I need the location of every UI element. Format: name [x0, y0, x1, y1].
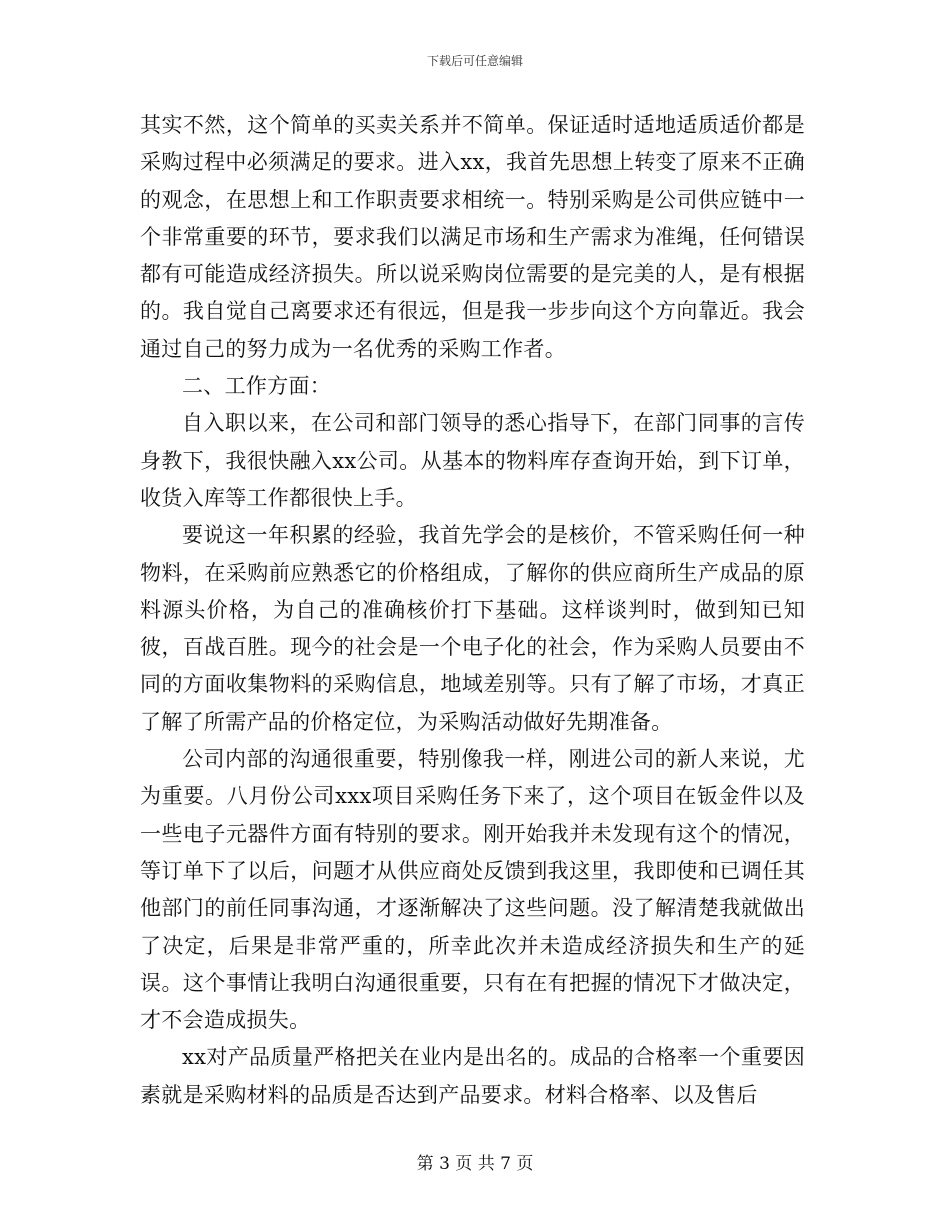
- page-number-footer: 第 3 页 共 7 页: [416, 1154, 534, 1174]
- paragraph: 公司内部的沟通很重要，特别像我一样，刚进公司的新人来说，尤为重要。八月份公司xxx项目采购任务下来了，这个项目在钣金件以及一些电子元器件方面有特别的要求。刚开始我并未发现有这个的情况，等订单下了以后，问题才从供应商处反馈到我这里，我即使和已调任其他部门的前任同事沟通，才逐渐解决了这些问题。没了解清楚我就做出了决定，后果是非常严重的，所幸此次并未造成经济损失和生产的延误。这个事情让我明白沟通很重要，只有在有把握的情况下才做决定，才不会造成损失。: [140, 747, 805, 1033]
- paragraph: 要说这一年积累的经验，我首先学会的是核价，不管采购任何一种物料，在采购前应熟悉它的价格组成，了解你的供应商所生产成品的原料源头价格，为自己的准确核价打下基础。这样谈判时，做到知已知彼，百战百胜。现今的社会是一个电子化的社会，作为采购人员要由不同的方面收集物料的采购信息，地域差别等。只有了解了市场，才真正了解了所需产品的价格定位，为采购活动做好先期准备。: [140, 523, 805, 734]
- paragraph: xx对产品质量严格把关在业内是出名的。成品的合格率一个重要因素就是采购材料的品质是否达到产品要求。材料合格率、以及售后: [140, 1045, 805, 1107]
- document-body: [140, 107, 805, 1114]
- page-header: 下载后可任意编辑: [426, 54, 523, 68]
- section-heading: 二、工作方面：: [182, 374, 332, 399]
- paragraph-continued: 其实不然，这个简单的买卖关系并不简单。保证适时适地适质适价都是采购过程中必须满足的要求。进入xx，我首先思想上转变了原来不正确的观念，在思想上和工作职责要求相统一。特别采购是公司供应链中一个非常重要的环节，要求我们以满足市场和生产需求为准绳，任何错误都有可能造成经济损失。所以说采购岗位需要的是完美的人，是有根据的。我自觉自己离要求还有很远，但是我一步步向这个方向靠近。我会通过自己的努力成为一名优秀的采购工作者。: [140, 113, 805, 361]
- paragraph: 自入职以来，在公司和部门领导的悉心指导下，在部门同事的言传身教下，我很快融入xx公司。从基本的物料库存查询开始，到下订单，收货入库等工作都很快上手。: [140, 411, 805, 510]
